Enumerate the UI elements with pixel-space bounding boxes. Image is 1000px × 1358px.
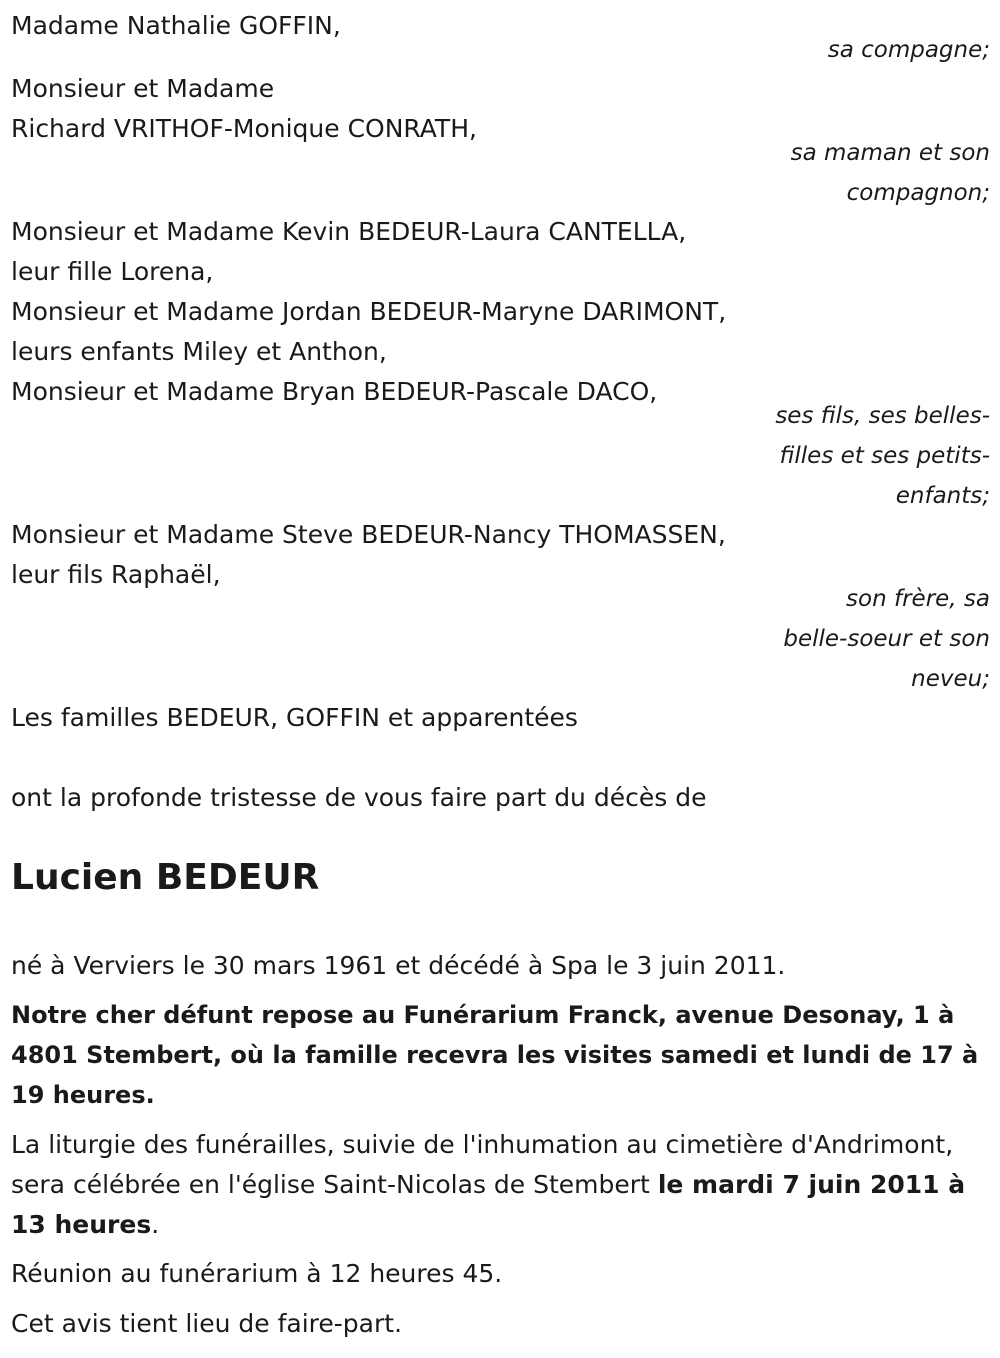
- deceased-name: Lucien BEDEUR: [11, 857, 320, 898]
- relation-sons-3: enfants;: [895, 483, 990, 509]
- meeting-text: Réunion au funérarium à 12 heures 45.: [11, 1259, 503, 1288]
- relation-parents-2: compagnon;: [846, 180, 990, 206]
- family-line-partner: Madame Nathalie GOFFIN,: [11, 11, 341, 40]
- family-line-families: Les familles BEDEUR, GOFFIN et apparentées: [11, 703, 578, 732]
- relation-partner: sa compagne;: [827, 37, 990, 63]
- family-line-parents: Richard VRITHOF-Monique CONRATH,: [11, 114, 477, 143]
- birth-death-text: né à Verviers le 30 mars 1961 et décédé à Spa le 3 juin 2011.: [11, 951, 786, 980]
- family-line-miley-anthon: leurs enfants Miley et Anthon,: [11, 337, 387, 366]
- announcement-text: ont la profonde tristesse de vous faire part du décès de: [11, 783, 707, 812]
- relation-parents-1: sa maman et son: [790, 140, 990, 166]
- family-line-bryan: Monsieur et Madame Bryan BEDEUR-Pascale DACO,: [11, 377, 658, 406]
- liturgy-date: le mardi 7 juin 2011 à 13 heures: [11, 1170, 966, 1239]
- family-line-lorena: leur fille Lorena,: [11, 257, 214, 286]
- family-line-steve: Monsieur et Madame Steve BEDEUR-Nancy THOMASSEN,: [11, 520, 726, 549]
- family-line-jordan: Monsieur et Madame Jordan BEDEUR-Maryne DARIMONT,: [11, 297, 727, 326]
- relation-brother-2: belle-soeur et son: [783, 626, 990, 652]
- liturgy-end: .: [151, 1210, 160, 1239]
- relation-brother-3: neveu;: [911, 666, 990, 692]
- liturgy-text: La liturgie des funérailles, suivie de l'inhumation au cimetière d'Andrimont, sera célébrée en l'église Saint-Nicolas de Stembert: [11, 1130, 954, 1199]
- relation-sons-2: filles et ses petits-: [779, 443, 990, 469]
- liturgy-paragraph: [11, 1125, 996, 1245]
- notice-text: Cet avis tient lieu de faire-part.: [11, 1309, 403, 1338]
- relation-sons-1: ses fils, ses belles-: [775, 403, 990, 429]
- visitation-text: Notre cher défunt repose au Funérarium Franck, avenue Desonay, 1 à 4801 Stembert, où la famille recevra les visites samedi et lundi de 17 à 19 heures.: [11, 1001, 979, 1109]
- family-line-raphael: leur fils Raphaël,: [11, 560, 221, 589]
- relation-brother-1: son frère, sa: [846, 586, 990, 612]
- family-line-kevin: Monsieur et Madame Kevin BEDEUR-Laura CANTELLA,: [11, 217, 687, 246]
- family-line-parents-title: Monsieur et Madame: [11, 74, 275, 103]
